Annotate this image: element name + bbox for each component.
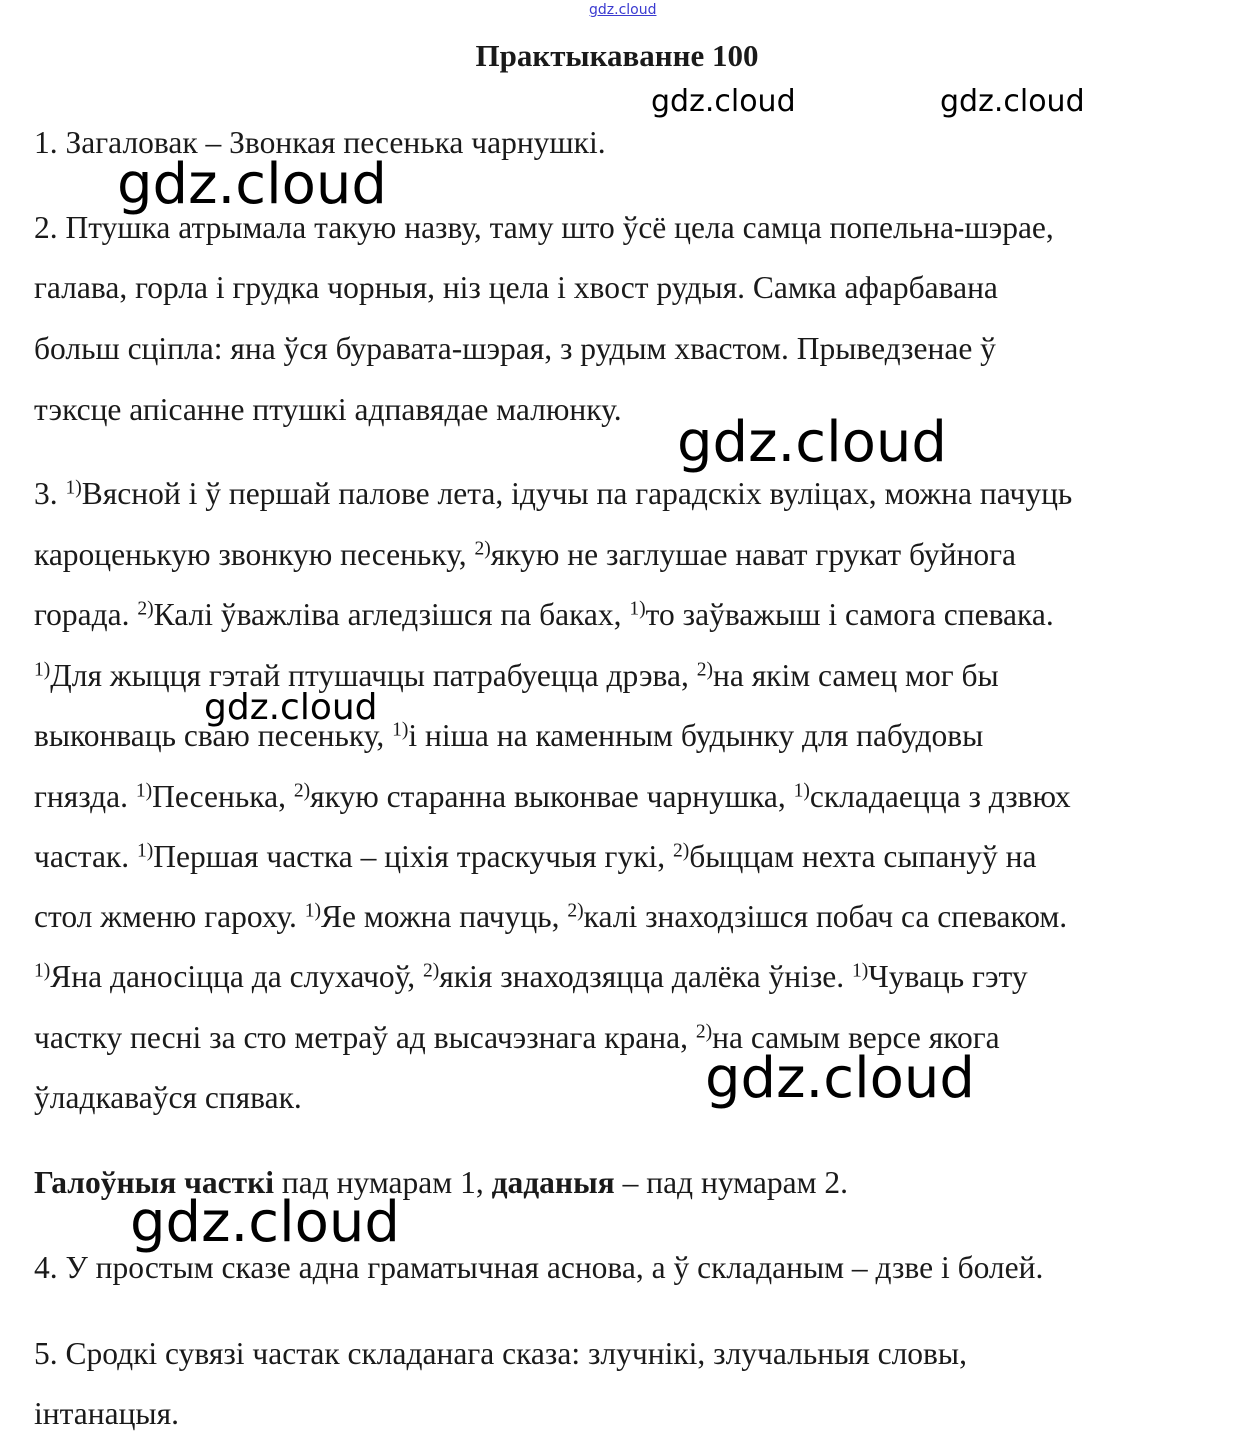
- answer-1: 1. Загаловак – Звонкая песенька чарнушкі.: [34, 125, 606, 160]
- answer-2-line: 2. Птушка атрымала такую назву, таму што ўсё цела самца попельна-шэрае,: [34, 210, 1054, 245]
- answer-3-line: $^{1)}$Яна даносіцца да слухачоў, $^{2)}$якія знаходзяцца далёка ўнізе. $^{1)}$Чуваць гэту: [34, 959, 1028, 994]
- clause-marker: 1): [852, 960, 869, 982]
- clause-marker: 2): [293, 780, 311, 802]
- clause-marker: 2): [474, 538, 491, 560]
- clause-marker: 1): [34, 659, 51, 681]
- answer-5-line: інтанацыя.: [34, 1396, 179, 1431]
- main-clauses-label: Галоўныя часткі: [34, 1165, 275, 1200]
- answer-4: 4. У простым сказе адна граматычная аснова, а ў складаным – дзве і болей.: [34, 1250, 1044, 1285]
- clause-marker: 1): [65, 477, 82, 499]
- clause-marker: 1): [793, 780, 810, 802]
- watermark-2: gdz.cloud: [677, 410, 947, 475]
- answer-2-line: больш сціпла: яна ўся буравата-шэрая, з рудым хвастом. Прыведзенае ў: [34, 331, 996, 366]
- watermark-header-left: gdz.cloud: [651, 84, 796, 119]
- answer-3-line: стол жменю гароху. $^{1)}$Яе можна пачуць, $^{2)}$калі знаходзішся побач са спеваком.: [34, 899, 1068, 934]
- answer-3-line: ўладкаваўся спявак.: [34, 1080, 302, 1115]
- answer-3-line: выконваць сваю песеньку, $^{1)}$і ніша на каменным будынку для пабудовы: [34, 718, 984, 753]
- page-title: Практыкаванне 100: [475, 38, 759, 73]
- watermark-1: gdz.cloud: [117, 152, 387, 217]
- subordinate-clauses-label: даданыя: [491, 1165, 615, 1200]
- clause-marker: 2): [137, 598, 154, 620]
- clause-marker: 2): [673, 840, 690, 862]
- answer-3-line: кароценькую звонкую песеньку, $^{2)}$якую не заглушае нават грукат буйнога: [34, 537, 1016, 572]
- clause-marker: 1): [392, 719, 409, 741]
- clause-marker: 1): [137, 840, 154, 862]
- answer-3-line: частак. $^{1)}$Першая частка – ціхія траскучыя гукі, $^{2)}$быццам нехта сыпануў на: [34, 839, 1037, 874]
- answer-2-line: галава, горла і грудка чорныя, ніз цела і хвост рудыя. Самка афарбавана: [34, 270, 998, 305]
- clause-marker: 2): [567, 900, 584, 922]
- watermark-4: gdz.cloud: [705, 1046, 975, 1111]
- clause-marker: 1): [34, 960, 51, 982]
- watermark-3: gdz.cloud: [204, 687, 378, 728]
- clause-marker: 2): [696, 659, 713, 681]
- watermark-header-right: gdz.cloud: [940, 84, 1085, 119]
- answer-5-line: 5. Сродкі сувязі частак складанага сказа: злучнікі, злучальныя словы,: [34, 1336, 967, 1371]
- answer-3-line: 3. $^{1)}$Вясной і ў першай палове лета, ідучы па гарадскіх вуліцах, можна пачуць: [34, 476, 1073, 511]
- watermark-top: gdz.cloud: [589, 2, 657, 18]
- answer-3-line: горада. $^{2)}$Калі ўважліва агледзішся па баках, $^{1)}$то заўважыш і самога спевака.: [34, 597, 1054, 632]
- answer-3-line: гнязда. $^{1)}$Песенька, $^{2)}$якую старанна выконвае чарнушка, $^{1)}$складаецца з дзвюх: [34, 779, 1071, 814]
- answer-3-line: $^{1)}$Для жыцця гэтай птушачцы патрабуецца дрэва, $^{2)}$на якім самец мог бы: [34, 658, 999, 693]
- answer-3-summary: Галоўныя часткі пад нумарам 1, даданыя – пад нумарам 2.: [34, 1165, 849, 1200]
- answer-2-line: тэксце апісанне птушкі адпавядае малюнку.: [34, 392, 622, 427]
- clause-marker: 1): [629, 598, 646, 620]
- clause-marker: 1): [304, 900, 321, 922]
- watermark-5: gdz.cloud: [130, 1190, 400, 1255]
- answer-3-line: частку песні за сто метраў ад высачэзнага крана, $^{2)}$на самым версе якога: [34, 1020, 1000, 1055]
- clause-marker: 2): [695, 1021, 713, 1043]
- clause-marker: 1): [135, 780, 153, 802]
- clause-marker: 2): [423, 960, 440, 982]
